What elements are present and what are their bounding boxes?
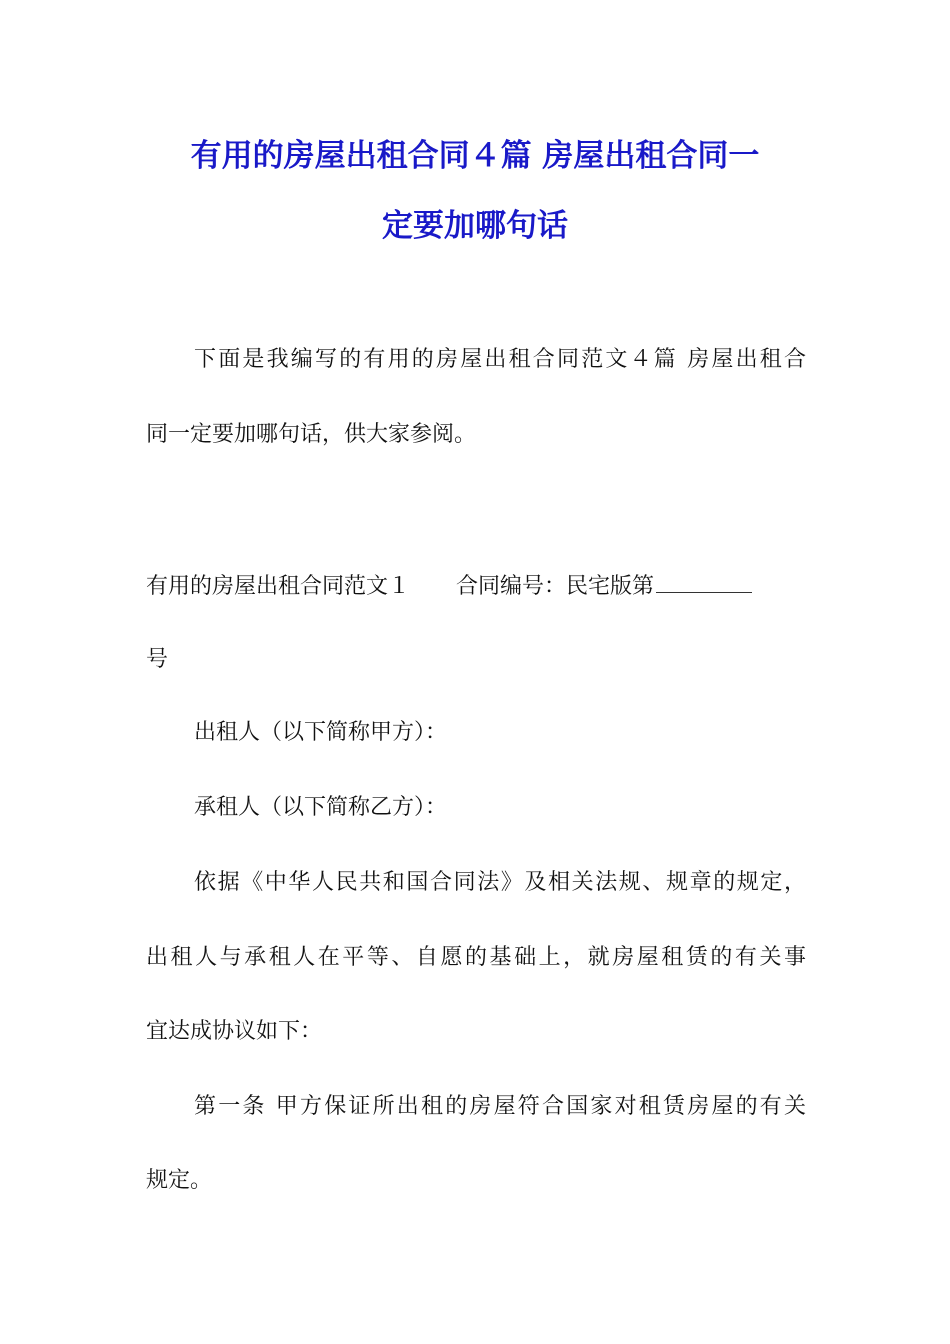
contract-heading-title: 有用的房屋出租合同范文１ [146, 574, 411, 599]
basis-line-1: 依据《中华人民共和国合同法》及相关法规、规章的规定， [194, 870, 806, 895]
article-1-line-1: 第一条 甲方保证所出租的房屋符合国家对租赁房屋的有关 [194, 1094, 806, 1119]
intro-line-2: 同一定要加哪句话，供大家参阅。 [146, 422, 477, 447]
basis-line-3: 宜达成协议如下： [146, 1019, 323, 1044]
article-1-line-2: 规定。 [146, 1168, 213, 1193]
basis-line-2: 出租人与承租人在平等、自愿的基础上，就房屋租赁的有关事 [146, 945, 806, 970]
contract-number-label: 合同编号：民宅版第 [456, 574, 655, 599]
contract-number-blank [656, 570, 752, 593]
lessor-line: 出租人（以下简称甲方）： [194, 720, 448, 745]
contract-number-suffix: 号 [146, 647, 169, 672]
contract-heading [146, 570, 752, 602]
lessee-line: 承租人（以下简称乙方）： [194, 795, 448, 820]
document-title-line-2: 定要加哪句话 [382, 208, 568, 244]
intro-line-1: 下面是我编写的有用的房屋出租合同范文４篇 房屋出租合 [194, 347, 806, 372]
document-title-line-1: 有用的房屋出租合同４篇 房屋出租合同一 [190, 138, 760, 174]
